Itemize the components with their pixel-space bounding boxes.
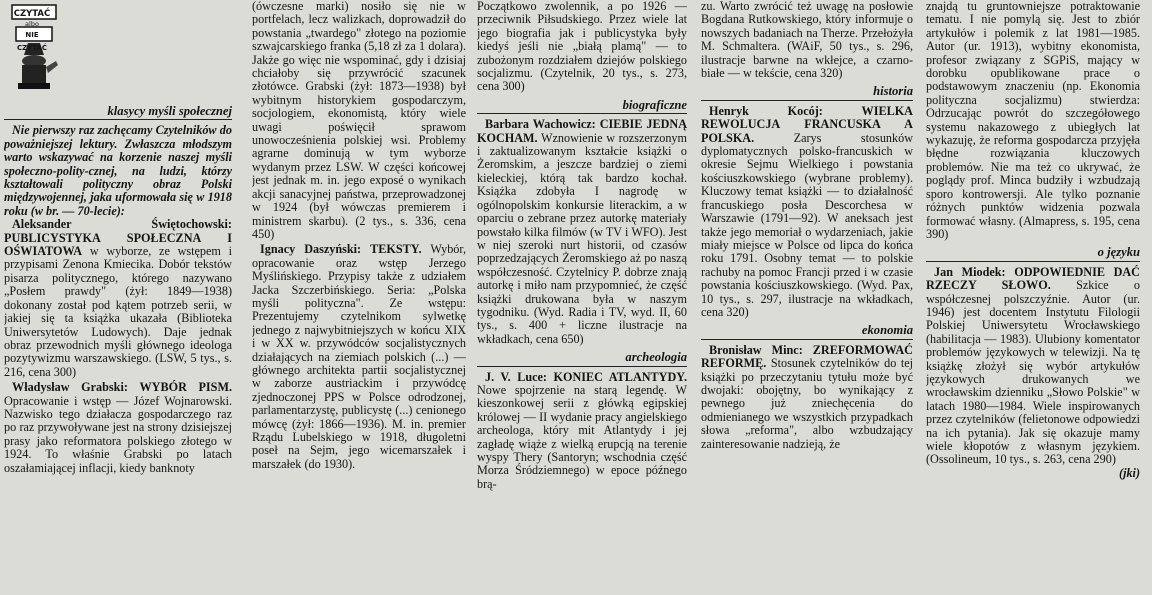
entry-text: Wybór, opracowanie oraz wstęp Jerzego Myślińskiego. Przypisy także z udziałem Jacka Szczerbińskiego. Seria: „Polska myśli polityczna". Ze wstępu: Prezentujemy czytelnikom sylwetkę jednego z najwybitniejszych w końcu XIX i w XX w. przywódców socjalistycznych działających na ziemiach polskich (...) — głównego architekta partii socjalistycznej w zaborze austriackim i przywódcę zjednoczonej PPS w Polsce odrodzonej, parlamentarzystę, publicystę (...) cenionego mówcę (żył: 1866—1936). M. in. premier Rządu Lubelskiego w 1918, długoletni poseł na Sejm, jego wicemarszałek i marszałek (do 1930). [252,242,466,471]
entry-author: Aleksander Świętochowski: [12,217,232,232]
entry-luce [477,371,687,492]
entry-minc [701,344,913,451]
entry-grabski [4,381,232,475]
entry-wachowicz [477,118,687,346]
section-heading-classics: klasycy myśli społecznej [4,105,232,120]
column-3 [477,0,687,595]
section-heading-biographies: biograficzne [477,99,687,114]
entry-text: Opracowanie i wstęp — Józef Wojnarowski. Nazwisko tego działacza gospodarczego raz po raz przywoływane jest na strony dzisiejszej prasy jako reformatora polskiego złotego w 1924. To właśnie Grabski po latach oszałamiającej inflacji, kiedy banknoty [4,393,232,475]
entry-author: J. V. Luce: [485,369,547,384]
entry-miodek [926,266,1140,467]
entry-title: CIEBIE JEDNĄ KOCHAM. [477,117,687,145]
entry-title: WIELKA REWOLUCJA FRANCUSKA A POLSKA. [701,103,913,145]
entry-title: KONIEC ATLANTYDY. [553,369,687,384]
column-4 [701,0,913,595]
continued-paragraph: znajdą tu gruntowniejsze potraktowanie tematu. I nie pomylą się. Jest to zbiór artykułów i polemik z lat 1981—1985. Autor (ur. 1913), wybitny ekonomista, profesor związany z SGPiS, mający w dorobku opublikowane prace o podstawowym znaczeniu (np. Ekonomia polityczna socjalizmu) stwierdza: Odrzucając powrót do szczegółowego systemu nakazowego z ubiegłych lat wykazuję, że reforma gospodarcza przyjęła błędne rozwiązania kluczowych problemów. Nie ma też co ukrywać, że poglądy prof. Minca budziły i wzbudzają sporo kontrowersji. Ale tylko poznanie różnych punktów widzenia pozwala formować własny. (Almapress, s. 195, cena 390) [926,0,1140,241]
column-2 [252,0,466,595]
intro-paragraph: Nie pierwszy raz zachęcamy Czytelników do poważniejszej lektury. Zwłaszcza młodszym warto wskazywać na korzenie naszej myśli społeczno-polity-cznej, na ludzi, którzy kształtowali polityczny obraz Polski międzywojennej, jaka uformowała się w 1918 roku (w br. — 70-lecie): [4,123,232,218]
entry-author: Henryk Kocój: [709,103,823,118]
entry-author: Władysław Grabski: [12,380,128,395]
entry-text: Szkice o współczesnej polszczyźnie. Autor (ur. 1946) jest docentem Instytutu Filologii Polskiej Uniwersytetu Wrocławskiego (habilitacja — 1983). Ulubiony komentator problemów językowych w telewizji. Na tę książkę złożył się wybór artykułów językowych drukowanych we wrocławskim dzienniku „Słowo Polskie" w latach 1980—1984. Wiele inspirowanych przez czytelników (felietonowe odpowiedzi na ich pytania). Jak się okazuje mamy wiele kłopotów z własnym językiem. (Ossolineum, 10 tys., s. 263, cena 290) [926,278,1140,467]
entry-author: Ignacy Daszyński: [260,242,362,257]
author-signature: (jki) [1119,465,1140,480]
logo-area [4,0,232,100]
section-heading-language: o języku [926,246,1140,261]
continued-paragraph: Początkowo zwolennik, a po 1926 — przeciwnik Piłsudskiego. Przez wiele lat jego biografia jak i publicystyka były kiedyś jeśli nie „białą plamą" — to zubożonym rozdziałem dziejów polskiego socjalizmu. (Czytelnik, 20 tys., s. 273, cena 300) [477,0,687,94]
entry-swietochowski [4,218,232,379]
entry-title: TEKSTY. [370,242,422,257]
entry-text: Nowe spojrzenie na starą legendę. W kieszonkowej serii z główką egipskiej królowej — II wydanie pracy angielskiego archeologa, który mit Atlantydy i jej zagładę wiąże z wielką erupcją na terenie wyspy Thery (Santoryn; wschodnia część Morza Śródziemnego) w epoce późnego brą- [477,382,687,491]
entry-author: Barbara Wachowicz: [485,117,596,132]
entry-title: ODPOWIEDNIE DAĆ RZECZY SŁOWO. [926,264,1140,293]
entry-title: ZREFORMOWAĆ REFORMĘ. [701,342,913,371]
section-heading-history: historia [701,85,913,100]
section-heading-economy: ekonomia [701,324,913,339]
entry-author: Jan Miodek: [934,264,1006,279]
entry-title: WYBÓR PISM. [139,380,232,395]
entry-title: PUBLICYSTYKA SPOŁECZNA I OŚWIATOWA [4,230,232,259]
entry-text: Wznowienie w rozszerzonym i zaktualizowanym kształcie książki o Żeromskim, a jeszcze bardziej o ziemi kieleckiej, którą tak bardzo kochał. Książka zdobyła I nagrodę w ogólnopolskim konkursie literackim, a w oparciu o zebrane przez autorkę materiały powstało kilka filmów (w TV i WFO). Jest w niej szeroki nurt historii, od czasów poprzedzających Żeromskiego aż po naszą współczesność. Czytelnicy P. dobrze znają autorkę i miło nam przypomnieć, że część książki drukowana była w naszym tygodniku. (Wyd. Radia i TV, wyd. II, 60 tys., s. 400 + liczne ilustracje na wkładkach, cena 650) [477,130,687,346]
continued-paragraph: (ówczesne marki) nosiło się nie w portfelach, lecz walizkach, doprowadził do powstania „twardego" złotego na poziomie szwajcarskiego franka (5,18 zł za 1 dolara). Jakże go więc nie wspominać, gdy i dzisiaj chciałoby się przywrócić szacunek złotówce. Grabski (żył: 1873—1938) był wybitnym historykiem gospodarczym, socjologiem, ekonomistą, który wiele uwagi poświęcił sprawom unowocześnienia polskiej wsi. Problemy agrarne dominują w tym wyborze wydanym przez LSW. W części końcowej jest jednak m. in. jego exposé o wynikach akcji sanacyjnej państwa, przeprowadzonej w 1924 (był wówczas premierem i ministrem skarbu). (2 tys., s. 336, cena 450) [252,0,466,241]
column-1 [4,0,232,595]
logo-text-2: albo [25,20,39,28]
entry-daszynski [252,243,466,471]
continued-paragraph: zu. Warto zwrócić też uwagę na posłowie Bogdana Rutkowskiego, który informuje o nowszych badaniach na Therze. Przełożyła M. Schmaltera. (WAiF, 50 tys., s. 296, ilustracje barwne na wkłejce, a czarno-białe — w tekście, cena 320) [701,0,913,81]
entry-text: Stosunek czytelników do tej książki po przeczytaniu tytułu może być dwojaki: obojętny, bo wynikający z pewnego już zniechęcenia do odmienianego we wszystkich przypadkach słowa „reforma", albo wzbudzający zainteresowanie nadzieją, że [701,356,913,451]
entry-author: Bronisław Minc: [709,342,803,357]
column-5 [926,0,1140,595]
entry-text: Zarys stosunków dyplomatycznych polsko-francuskich w okresie Sejmu Wielkiego i powstania kościuszkowskiego (wybrane problemy). Kluczowy temat książki — to działalność francuskiego posła Descorchesa w Warszawie (1791—92). W aneksach jest także jego memoriał o wydarzeniach, jakie miały miejsce w Polsce od lipca do końca roku 1791. Osobny temat — to polskie rachuby na pomoc Francji przed i w czasie powstania kościuszkowskiego. (Wyd. Pax, 10 tys., s. 297, ilustracje na wkładkach, cena 320) [701,130,913,319]
logo-text-3: NIE CZYTAĆ [16,31,48,53]
logo-text-1: CZYTAĆ [13,9,51,19]
section-heading-archeology: archeologia [477,351,687,366]
entry-text: w wyborze, ze wstępem i przypisami Zenona Kmiecika. Dobór tekstów pisarza politycznego, którego nazywano „Posłem prawdy" (żył: 1849—1938) dokonany został pod kątem potrzeb serii, w jakiej się ta książka ukazała (Biblioteka Uniwersytetów Ludowych). Daje jednak obraz przewodnich myśli głównego ideologa pozytywizmu warszawskiego. (LSW, 5 tys., s. 216, cena 300) [4,244,232,379]
entry-kocoj [701,105,913,320]
